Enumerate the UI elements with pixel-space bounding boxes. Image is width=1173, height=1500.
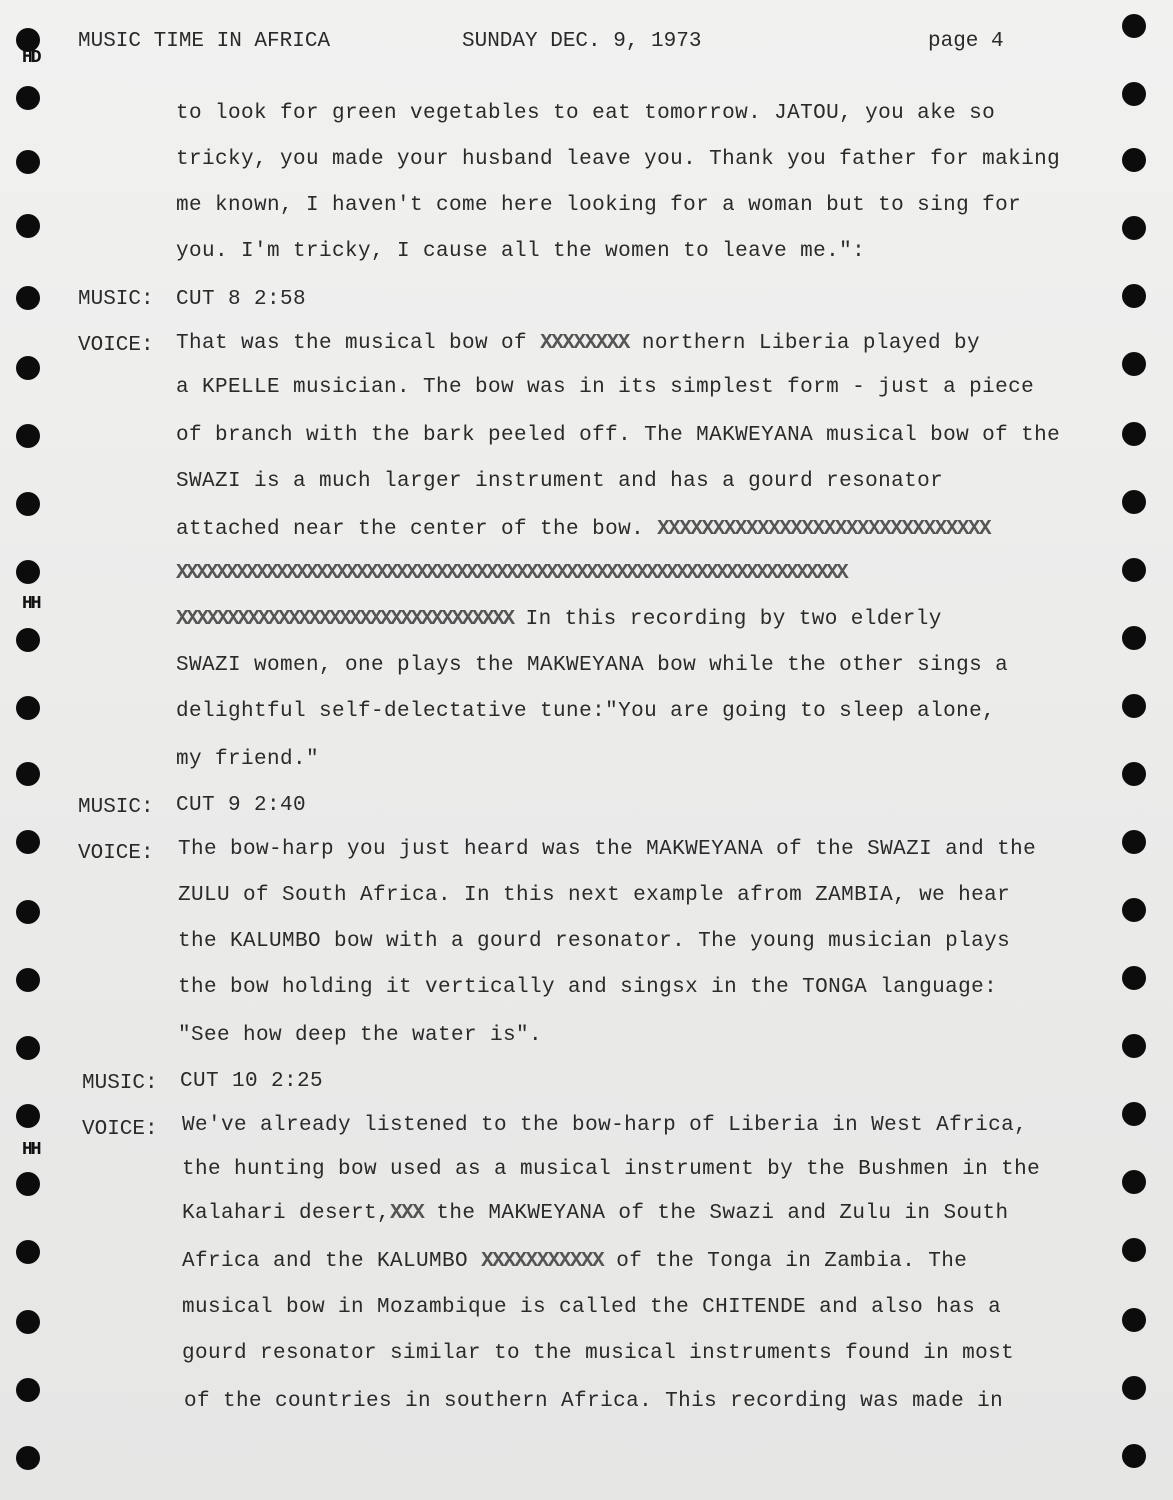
text-line: you. I'm tricky, I cause all the women to leave me.": — [176, 240, 866, 263]
hole-icon — [16, 214, 40, 238]
voice-label: VOICE: — [78, 334, 154, 357]
text-line — [176, 516, 990, 544]
music-cue-text: CUT 9 2:40 — [176, 794, 307, 817]
hole-icon — [1122, 1238, 1146, 1262]
hole-icon — [16, 1172, 40, 1196]
text-segment: In this recording by two elderly — [512, 608, 942, 631]
hole-icon — [1122, 966, 1146, 990]
hole-icon — [1122, 626, 1146, 650]
hole-icon — [16, 900, 40, 924]
hole-icon — [16, 968, 40, 992]
music-cue-label: MUSIC: — [78, 796, 154, 819]
hole-icon — [1122, 1308, 1146, 1332]
music-cue-label: MUSIC: — [82, 1072, 158, 1095]
struck-out-text: XXXXXXXX — [540, 332, 629, 355]
hole-icon — [1122, 830, 1146, 854]
text-line — [176, 330, 980, 358]
page-number: page 4 — [928, 30, 1004, 53]
hole-icon — [16, 150, 40, 174]
voice-label: VOICE: — [82, 1118, 158, 1141]
text-line: gourd resonator similar to the musical instruments found in most — [182, 1342, 1015, 1365]
hole-icon — [16, 86, 40, 110]
music-cue-text: CUT 10 2:25 — [180, 1070, 324, 1093]
hole-icon — [16, 628, 40, 652]
text-line — [176, 606, 942, 634]
hole-icon — [16, 1240, 40, 1264]
hole-icon — [16, 1036, 40, 1060]
struck-out-text: XXXXXXXXXXXXXXXXXXXXXXXXXXXXXXXXX — [176, 608, 513, 631]
hole-icon — [16, 1378, 40, 1402]
text-line: to look for green vegetables to eat tomorrow. JATOU, you ake so — [176, 102, 996, 125]
text-line — [176, 560, 846, 588]
text-line — [182, 1248, 967, 1276]
struck-out-text: XXXXXXXXXXXXXXXXXXXXXXXXXXXXXXXXXXXXXXXXXXXXXXXXXXXXXXXXXXXXXXXXXXX — [176, 562, 847, 585]
hole-icon — [16, 696, 40, 720]
text-line: tricky, you made your husband leave you. Thank you father for making — [176, 148, 1061, 171]
program-title: MUSIC TIME IN AFRICA — [78, 30, 331, 53]
music-cue-label: MUSIC: — [78, 288, 154, 311]
voice-label: VOICE: — [78, 842, 154, 865]
left-tractor-holes — [16, 0, 56, 1500]
margin-mark: HD — [22, 48, 40, 68]
struck-out-text: XXX — [390, 1202, 424, 1225]
hole-icon — [16, 560, 40, 584]
hole-icon — [16, 1310, 40, 1334]
hole-icon — [1122, 898, 1146, 922]
text-line: a KPELLE musician. The bow was in its simplest form - just a piece — [176, 376, 1035, 399]
hole-icon — [16, 830, 40, 854]
hole-icon — [1122, 352, 1146, 376]
hole-icon — [16, 286, 40, 310]
hole-icon — [1122, 148, 1146, 172]
text-line: the KALUMBO bow with a gourd resonator. The young musician plays — [178, 930, 1011, 953]
text-line: of branch with the bark peeled off. The MAKWEYANA musical bow of the — [176, 424, 1061, 447]
hole-icon — [1122, 1376, 1146, 1400]
hole-icon — [1122, 490, 1146, 514]
hole-icon — [1122, 694, 1146, 718]
hole-icon — [1122, 82, 1146, 106]
text-line: The bow-harp you just heard was the MAKWEYANA of the SWAZI and the — [178, 838, 1037, 861]
margin-mark: HH — [22, 594, 40, 614]
music-cue-text: CUT 8 2:58 — [176, 288, 307, 311]
hole-icon — [16, 1446, 40, 1470]
text-line: delightful self-delectative tune:"You are going to sleep alone, — [176, 700, 996, 723]
right-tractor-holes — [1122, 0, 1162, 1500]
text-line: We've already listened to the bow-harp of Liberia in West Africa, — [182, 1114, 1028, 1137]
text-segment: of the Tonga in Zambia. The — [603, 1250, 968, 1273]
hole-icon — [1122, 216, 1146, 240]
hole-icon — [16, 762, 40, 786]
text-line: ZULU of South Africa. In this next example afrom ZAMBIA, we hear — [178, 884, 1011, 907]
page-header — [0, 30, 1173, 62]
hole-icon — [1122, 762, 1146, 786]
text-line: the bow holding it vertically and singsx in the TONGA language: — [178, 976, 998, 999]
hole-icon — [1122, 558, 1146, 582]
hole-icon — [1122, 284, 1146, 308]
text-segment: Africa and the KALUMBO — [182, 1250, 482, 1273]
text-line — [182, 1200, 1008, 1228]
text-line: musical bow in Mozambique is called the CHITENDE and also has a — [182, 1296, 1002, 1319]
hole-icon — [1122, 422, 1146, 446]
text-line: SWAZI women, one plays the MAKWEYANA bow while the other sings a — [176, 654, 1009, 677]
hole-icon — [16, 424, 40, 448]
hole-icon — [1122, 1170, 1146, 1194]
text-line: of the countries in southern Africa. This recording was made in — [184, 1390, 1004, 1413]
text-segment: the MAKWEYANA of the Swazi and Zulu in South — [423, 1202, 1009, 1225]
text-segment: attached near the center of the bow. — [176, 518, 658, 541]
text-line: "See how deep the water is". — [178, 1024, 543, 1047]
hole-icon — [1122, 1102, 1146, 1126]
text-segment: That was the musical bow of — [176, 332, 541, 355]
struck-out-text: XXXXXXXXXXXXXXXXXXXXXXXXXXXXXX — [657, 518, 991, 541]
hole-icon — [16, 492, 40, 516]
hole-icon — [16, 356, 40, 380]
hole-icon — [1122, 1444, 1146, 1468]
text-line: me known, I haven't come here looking for a woman but to sing for — [176, 194, 1022, 217]
margin-mark: HH — [22, 1140, 40, 1160]
text-line: my friend." — [176, 748, 320, 771]
hole-icon — [16, 1104, 40, 1128]
text-line: SWAZI is a much larger instrument and has a gourd resonator — [176, 470, 944, 493]
hole-icon — [1122, 1034, 1146, 1058]
text-segment: Kalahari desert, — [182, 1202, 391, 1225]
text-segment: northern Liberia played by — [628, 332, 980, 355]
broadcast-date: SUNDAY DEC. 9, 1973 — [462, 30, 702, 53]
text-line: the hunting bow used as a musical instrument by the Bushmen in the — [182, 1158, 1041, 1181]
struck-out-text: XXXXXXXXXXX — [481, 1250, 604, 1273]
